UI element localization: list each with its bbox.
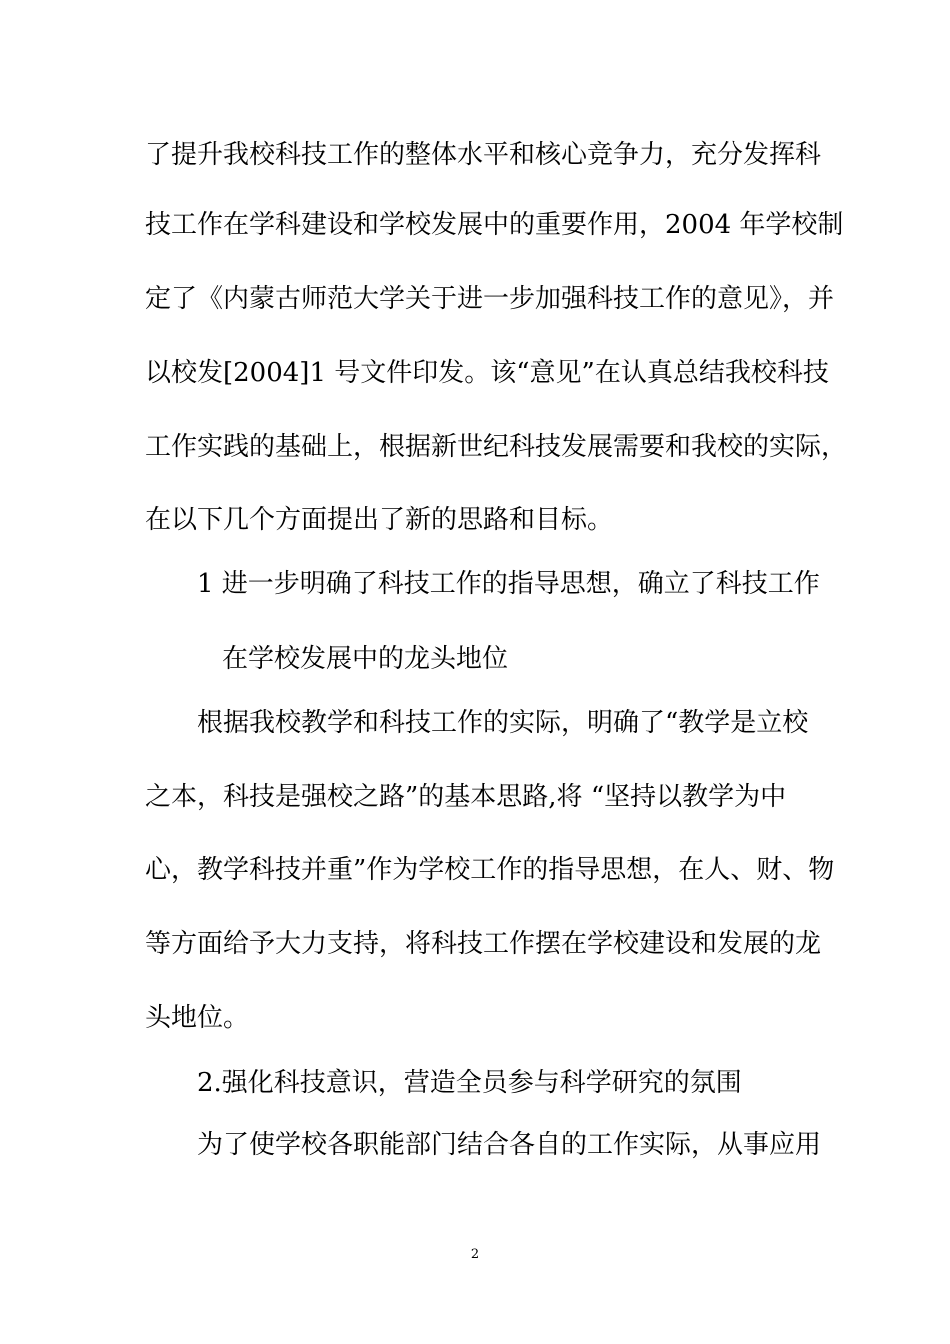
body-text-line: 为了使学校各职能部门结合各自的工作实际，从事应用	[197, 1130, 822, 1160]
body-text-line: 了提升我校科技工作的整体水平和核心竞争力，充分发挥科	[145, 140, 822, 170]
section-heading-1: 1 进一步明确了科技工作的指导思想，确立了科技工作	[197, 569, 820, 599]
body-text-line: 等方面给予大力支持，将科技工作摆在学校建设和发展的龙	[145, 929, 822, 959]
body-text-line: 技工作在学科建设和学校发展中的重要作用，2004 年学校制	[145, 210, 844, 240]
body-text-line: 工作实践的基础上，根据新世纪科技发展需要和我校的实际，	[145, 432, 848, 462]
body-text-line: 根据我校教学和科技工作的实际，明确了“教学是立校	[197, 708, 809, 738]
body-text-line: 心，教学科技并重”作为学校工作的指导思想，在人、财、物	[145, 855, 835, 885]
body-text-line: 在以下几个方面提出了新的思路和目标。	[145, 505, 614, 535]
body-text-line: 以校发[2004]1 号文件印发。该“意见”在认真总结我校科技	[145, 358, 829, 388]
body-text-line: 定了《内蒙古师范大学关于进一步加强科技工作的意见》，并	[145, 284, 835, 314]
page-number: 2	[470, 1247, 480, 1262]
body-text-line: 头地位。	[145, 1003, 250, 1033]
section-heading-2: 2.强化科技意识，营造全员参与科学研究的氛围	[197, 1068, 742, 1098]
body-text-line: 之本，科技是强校之路”的基本思路,将 “坚持以教学为中	[145, 782, 787, 812]
section-heading-1-continued: 在学校发展中的龙头地位	[222, 644, 509, 674]
